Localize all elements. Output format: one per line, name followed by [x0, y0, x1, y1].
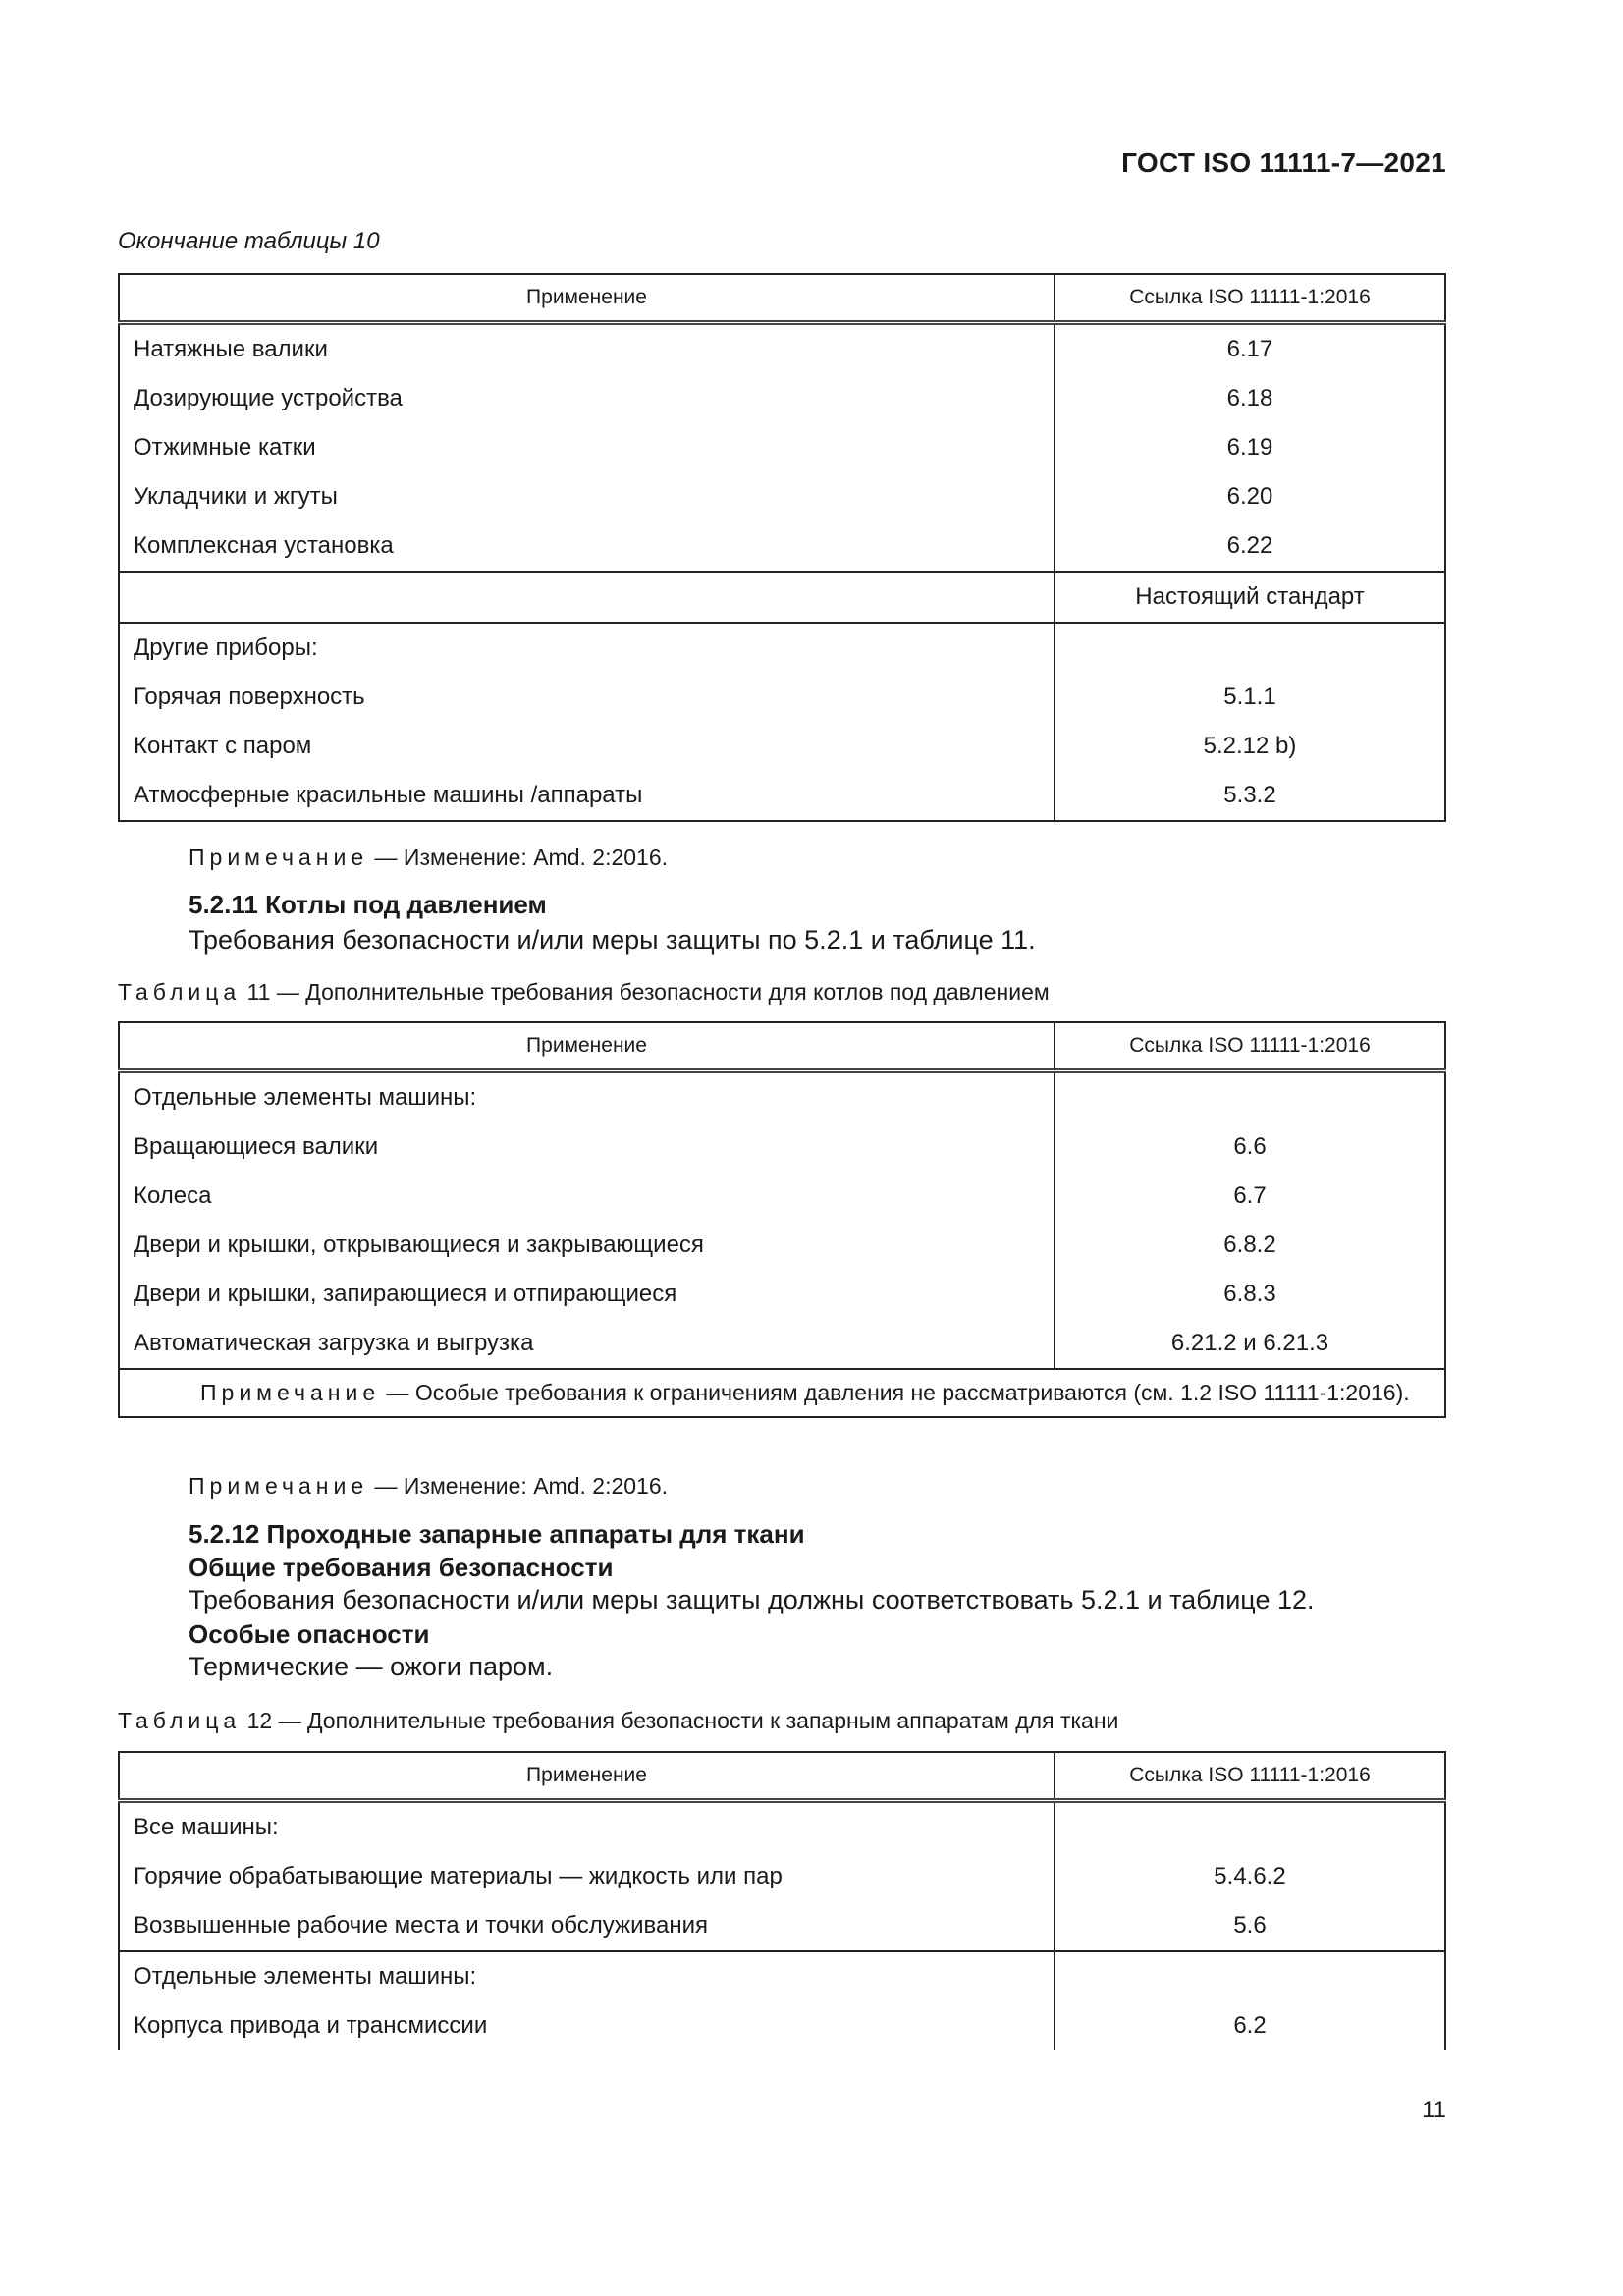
cell-reference [1055, 1071, 1445, 1123]
cell-reference: 6.22 [1055, 521, 1445, 572]
subsection-general-requirements: Общие требования безопасности [189, 1553, 614, 1582]
table10 [118, 273, 1446, 822]
table-row [119, 521, 1445, 572]
standard-code: ГОСТ ISO 11111-7—2021 [1121, 147, 1446, 178]
note-text: — Особые требования к ограничениям давления не рассматриваются (см. 1.2 ISO 11111-1:2016). [386, 1380, 1410, 1405]
cell-reference: 6.6 [1055, 1122, 1445, 1172]
table-row [119, 1319, 1445, 1369]
col-reference-header: Ссылка ISO 11111-1:2016 [1055, 1022, 1445, 1071]
note-label: Примечание [200, 1380, 381, 1405]
cell-application: Корпуса привода и трансмиссии [119, 2001, 1055, 2050]
cell-reference: 5.4.6.2 [1055, 1852, 1445, 1901]
table-row [119, 1221, 1445, 1270]
note-label: Примечание [189, 1473, 369, 1499]
table-row [119, 1270, 1445, 1319]
cell-application: Атмосферные красильные машины /аппараты [119, 771, 1055, 821]
section-title-5-2-12: 5.2.12 Проходные запарные аппараты для ткани [189, 1519, 805, 1549]
cell-application [119, 572, 1055, 623]
table-caption-label: Таблица [118, 1708, 242, 1733]
cell-reference [1055, 623, 1445, 673]
note-text: — Изменение: Amd. 2:2016. [374, 1473, 669, 1499]
section-text-5-2-12-b: Термические — ожоги паром. [189, 1652, 554, 1681]
cell-application: Комплексная установка [119, 521, 1055, 572]
subsection-special-hazards: Особые опасности [189, 1619, 430, 1649]
page-number: 11 [1422, 2097, 1446, 2123]
section-title-5-2-11: 5.2.11 Котлы под давлением [189, 890, 547, 919]
cell-application: Двери и крышки, открывающиеся и закрывающиеся [119, 1221, 1055, 1270]
table-row [119, 423, 1445, 472]
table11 [118, 1021, 1446, 1418]
table-row [119, 1852, 1445, 1901]
table-header-row [119, 274, 1445, 323]
cell-reference: 6.2 [1055, 2001, 1445, 2050]
note-text: — Изменение: Amd. 2:2016. [374, 845, 669, 870]
cell-reference: 5.2.12 b) [1055, 722, 1445, 771]
cell-application: Возвышенные рабочие места и точки обслуживания [119, 1901, 1055, 1951]
table-row [119, 722, 1445, 771]
col-reference-header: Ссылка ISO 11111-1:2016 [1055, 1752, 1445, 1801]
note-label: Примечание [189, 845, 369, 870]
cell-reference: 6.19 [1055, 423, 1445, 472]
table-row [119, 771, 1445, 821]
cell-application: Горячие обрабатывающие материалы — жидкость или пар [119, 1852, 1055, 1901]
col-reference-header: Ссылка ISO 11111-1:2016 [1055, 274, 1445, 323]
section-text-5-2-12-a: Требования безопасности и/или меры защиты должны соответствовать 5.2.1 и таблице 12. [189, 1585, 1315, 1614]
cell-reference: 6.17 [1055, 323, 1445, 375]
table12-caption [118, 1708, 1118, 1734]
table-row [119, 323, 1445, 375]
table-caption-text: 11 — Дополнительные требования безопасности для котлов под давлением [246, 979, 1050, 1005]
col-application-header: Применение [119, 1022, 1055, 1071]
table-row [119, 1172, 1445, 1221]
table-caption-label: Таблица [118, 979, 242, 1005]
col-application-header: Применение [119, 274, 1055, 323]
table-note-row [119, 1369, 1445, 1417]
cell-application: Натяжные валики [119, 323, 1055, 375]
cell-application: Автоматическая загрузка и выгрузка [119, 1319, 1055, 1369]
note-amendment-1 [189, 845, 668, 871]
cell-reference: 5.3.2 [1055, 771, 1445, 821]
table10-caption: Окончание таблицы 10 [118, 228, 380, 254]
table-row [119, 1801, 1445, 1853]
table-row [119, 2001, 1445, 2050]
table-header-row [119, 1752, 1445, 1801]
table12 [118, 1751, 1446, 2050]
cell-reference: 5.6 [1055, 1901, 1445, 1951]
table-row [119, 1122, 1445, 1172]
table-row [119, 1951, 1445, 2001]
cell-reference [1055, 1801, 1445, 1853]
cell-application: Другие приборы: [119, 623, 1055, 673]
cell-reference: 6.8.3 [1055, 1270, 1445, 1319]
cell-application: Колеса [119, 1172, 1055, 1221]
cell-application: Двери и крышки, запирающиеся и отпирающиеся [119, 1270, 1055, 1319]
table-header-row [119, 1022, 1445, 1071]
section-text-5-2-11: Требования безопасности и/или меры защиты по 5.2.1 и таблице 11. [189, 925, 1036, 955]
subheader-reference: Настоящий стандарт [1055, 572, 1445, 623]
col-application-header: Применение [119, 1752, 1055, 1801]
table-row [119, 673, 1445, 722]
cell-reference: 6.21.2 и 6.21.3 [1055, 1319, 1445, 1369]
cell-application: Отжимные катки [119, 423, 1055, 472]
cell-reference: 6.8.2 [1055, 1221, 1445, 1270]
table11-caption [118, 979, 1050, 1006]
table-subheader-row [119, 572, 1445, 623]
note-amendment-2 [189, 1473, 668, 1500]
cell-application: Укладчики и жгуты [119, 472, 1055, 521]
cell-application: Отдельные элементы машины: [119, 1071, 1055, 1123]
cell-application: Дозирующие устройства [119, 374, 1055, 423]
cell-application: Все машины: [119, 1801, 1055, 1853]
table-row [119, 1071, 1445, 1123]
cell-reference: 6.18 [1055, 374, 1445, 423]
table-caption-text: 12 — Дополнительные требования безопасности к запарным аппаратам для ткани [246, 1708, 1119, 1733]
cell-application: Горячая поверхность [119, 673, 1055, 722]
cell-reference: 6.7 [1055, 1172, 1445, 1221]
cell-reference: 5.1.1 [1055, 673, 1445, 722]
cell-application: Контакт с паром [119, 722, 1055, 771]
table-note [119, 1369, 1445, 1417]
table-row [119, 374, 1445, 423]
cell-reference [1055, 1951, 1445, 2001]
cell-application: Вращающиеся валики [119, 1122, 1055, 1172]
cell-application: Отдельные элементы машины: [119, 1951, 1055, 2001]
table-row [119, 1901, 1445, 1951]
table-row [119, 472, 1445, 521]
cell-reference: 6.20 [1055, 472, 1445, 521]
table-row [119, 623, 1445, 673]
